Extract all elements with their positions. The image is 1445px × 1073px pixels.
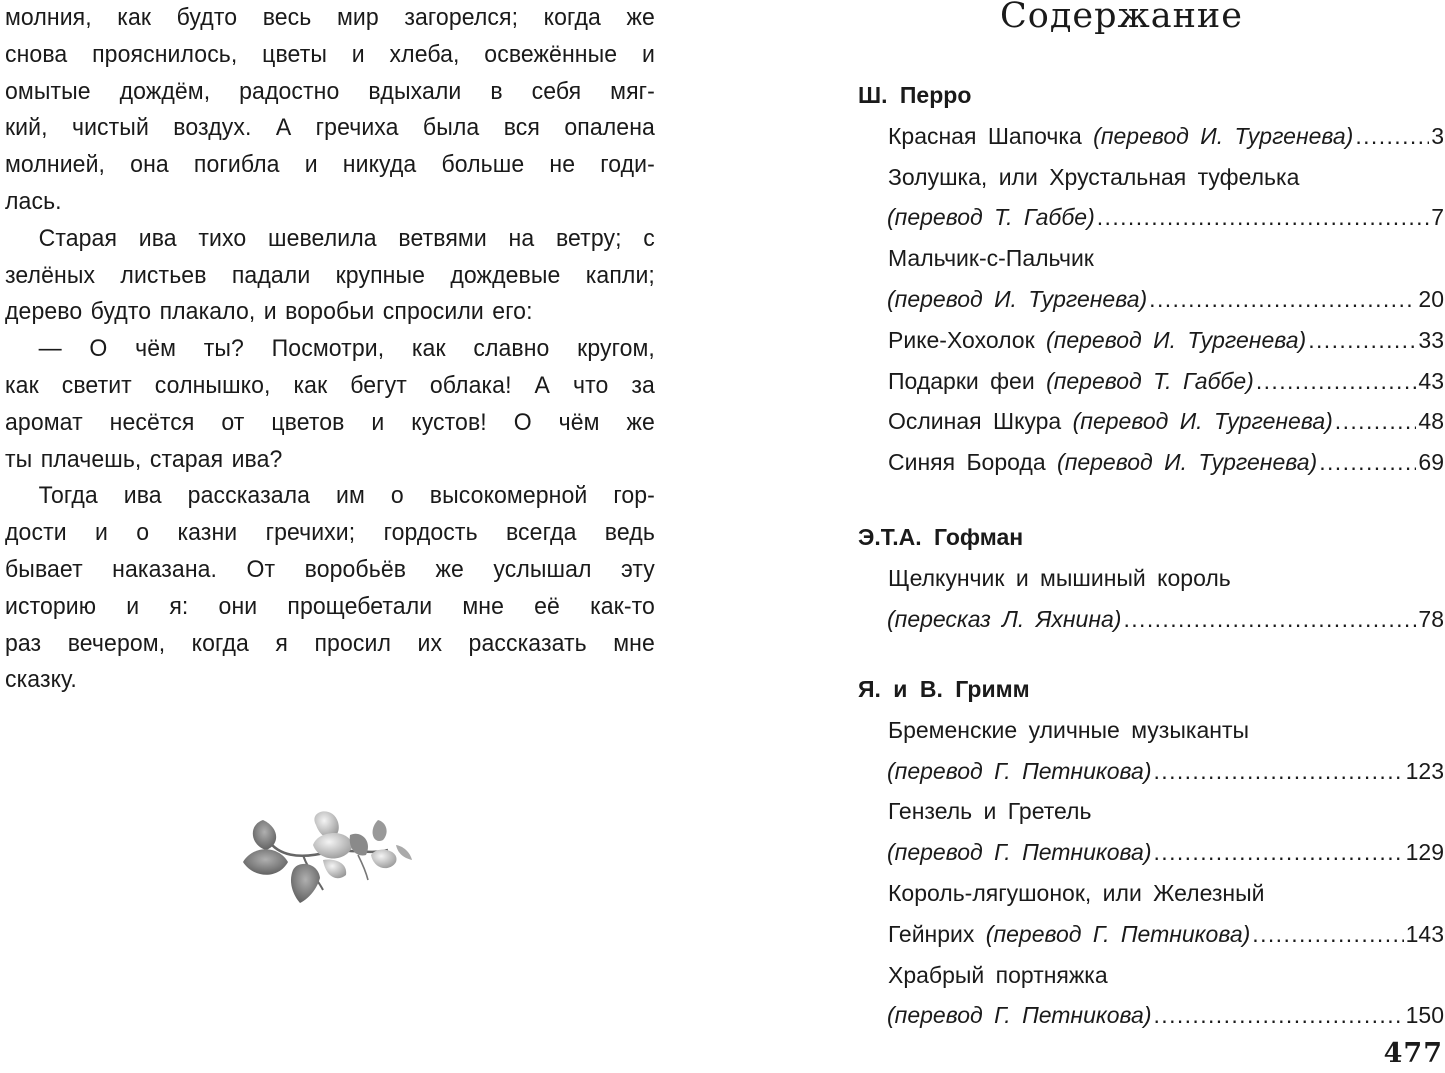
toc-entry-translator: (пересказ Л. Яхнина): [887, 605, 1122, 632]
toc-entry-title: Щелкунчик и мышиный король: [888, 564, 1231, 591]
toc-author: Я. и В. Гримм: [858, 676, 1030, 702]
toc-entry-title: Гензель и Гретель: [888, 798, 1092, 825]
toc-leader-dots: [1335, 406, 1417, 436]
toc-entry-translator: (перевод Т. Габбе): [887, 204, 1095, 231]
body-text-line: молния, как будто весь мир загорелся; когда же: [5, 4, 655, 31]
toc-entry-translator: (перевод И. Тургенева): [1057, 449, 1318, 476]
toc-entry-translator: (перевод И. Тургенева): [1046, 326, 1307, 353]
body-text-line: молнией, она погибла и никуда больше не годи-: [5, 151, 655, 179]
body-text-line: — О чём ты? Посмотри, как славно кругом,: [38, 335, 655, 363]
toc-entry[interactable]: [888, 325, 1444, 355]
toc-entry-title: Красная Шапочка: [888, 122, 1094, 149]
toc-leader-dots: [1355, 121, 1429, 151]
toc-leader-dots: [1097, 202, 1429, 232]
toc-page-number: 123: [1405, 757, 1444, 784]
toc-leader-dots: [1252, 919, 1403, 949]
flower-ornament-icon: [238, 800, 413, 905]
body-text-line: лась.: [5, 187, 62, 215]
toc-entry-translator: (перевод Г. Петникова): [887, 757, 1152, 784]
toc-entry[interactable]: [888, 919, 1444, 949]
body-text-line: омытые дождём, радостно вдыхали в себя мяг-: [5, 77, 655, 105]
toc-entry-title: Подарки феи: [888, 367, 1047, 394]
toc-page-number: 7: [1431, 204, 1444, 231]
body-text-line: Старая ива тихо шевелила ветвями на ветру; с: [38, 224, 655, 252]
toc-entry[interactable]: [887, 202, 1444, 232]
toc-entry[interactable]: [888, 162, 1444, 192]
body-text-line: аромат несётся от цветов и кустов! О чём же: [5, 408, 655, 436]
toc-page-number: 78: [1418, 605, 1444, 632]
body-text-line: Тогда ива рассказала им о высокомерной гор-: [38, 482, 655, 510]
toc-page-number: 150: [1405, 1002, 1444, 1029]
body-text-line: кий, чистый воздух. А гречиха была вся опалена: [5, 114, 655, 142]
toc-entry-title: Золушка, или Хрустальная туфелька: [888, 163, 1300, 190]
left-page-text: [5, 0, 655, 699]
body-text-line: раз вечером, когда я просил их рассказать мне: [5, 629, 655, 657]
toc-page-number: 3: [1431, 122, 1444, 149]
toc-entry-translator: (перевод И. Тургенева): [1072, 408, 1333, 435]
toc-entry[interactable]: [888, 447, 1444, 477]
toc-leader-dots: [1153, 837, 1403, 867]
toc-leader-dots: [1308, 325, 1416, 355]
toc-entry[interactable]: [887, 604, 1444, 634]
toc-page-number: 43: [1418, 367, 1444, 394]
toc-page-number: 33: [1418, 326, 1444, 353]
toc-entry[interactable]: [887, 756, 1444, 786]
toc-entry-translator: (перевод Г. Петникова): [887, 839, 1152, 866]
toc-entry[interactable]: [888, 406, 1444, 436]
toc-entry-translator: (перевод Г. Петникова): [985, 920, 1251, 947]
toc-entry[interactable]: [887, 284, 1444, 314]
body-text-line: ты плачешь, старая ива?: [5, 445, 283, 473]
toc-entry[interactable]: [888, 121, 1444, 151]
body-text-line: бывает наказана. От воробьёв же услышал эту: [5, 555, 655, 583]
toc-leader-dots: [1256, 366, 1417, 396]
toc-entry[interactable]: [888, 960, 1444, 990]
toc-entry-translator: (перевод Г. Петникова): [887, 1002, 1152, 1029]
body-text-line: снова прояснилось, цветы и хлеба, освежённые и: [5, 40, 655, 68]
toc-entry-title: Гейнрих: [888, 920, 986, 947]
body-text-line: как светит солнышко, как бегут облака! А что за: [5, 371, 655, 399]
toc-page-number: 69: [1418, 449, 1444, 476]
toc-title: Содержание: [1000, 0, 1243, 36]
toc-entry-translator: (перевод Т. Габбе): [1046, 367, 1254, 394]
toc-page-number: 143: [1405, 920, 1444, 947]
toc-entry-title: Мальчик-с-Пальчик: [888, 245, 1094, 272]
body-text-line: дерево будто плакало, и воробьи спросили его:: [5, 298, 533, 326]
toc-entry-title: Бременские уличные музыканты: [888, 716, 1250, 743]
toc-page-number: 20: [1418, 286, 1444, 312]
body-text-line: дости и о казни гречихи; гордость всегда ведь: [5, 519, 655, 547]
toc-page-number: 129: [1405, 839, 1444, 866]
toc-entry-translator: (перевод И. Тургенева): [887, 286, 1148, 312]
toc-page-number: 48: [1418, 408, 1444, 435]
page-number: 477: [1383, 1038, 1443, 1069]
toc-entry[interactable]: [887, 1000, 1444, 1030]
toc-author: Ш. Перро: [858, 82, 972, 108]
body-text-line: историю и я: они прощебетали мне её как-то: [5, 592, 655, 620]
toc-leader-dots: [1123, 604, 1416, 634]
toc-entry-title: Король-лягушонок, или Железный: [888, 880, 1265, 906]
toc-entry[interactable]: [888, 366, 1444, 396]
toc-entry[interactable]: [888, 243, 1444, 273]
toc-entry-title: Синяя Борода: [888, 449, 1058, 476]
toc-entry[interactable]: [888, 715, 1444, 745]
toc-entry[interactable]: [888, 796, 1444, 826]
toc-leader-dots: [1153, 1000, 1403, 1030]
toc-entry-title: Храбрый портняжка: [888, 961, 1108, 988]
toc-entry-title: Ослиная Шкура: [888, 408, 1073, 435]
toc-entry[interactable]: [888, 878, 1444, 908]
toc-author: Э.Т.А. Гофман: [858, 524, 1024, 550]
toc-entry[interactable]: [888, 563, 1444, 593]
toc-leader-dots: [1319, 447, 1416, 477]
toc-entry[interactable]: [887, 837, 1444, 867]
toc-leader-dots: [1153, 756, 1403, 786]
body-text-line: сказку.: [5, 666, 77, 694]
toc-entry-title: Рике-Хохолок: [888, 326, 1047, 353]
body-text-line: зелёных листьев падали крупные дождевые капли;: [5, 261, 655, 289]
toc-leader-dots: [1149, 284, 1416, 314]
toc-entry-translator: (перевод И. Тургенева): [1093, 122, 1354, 149]
